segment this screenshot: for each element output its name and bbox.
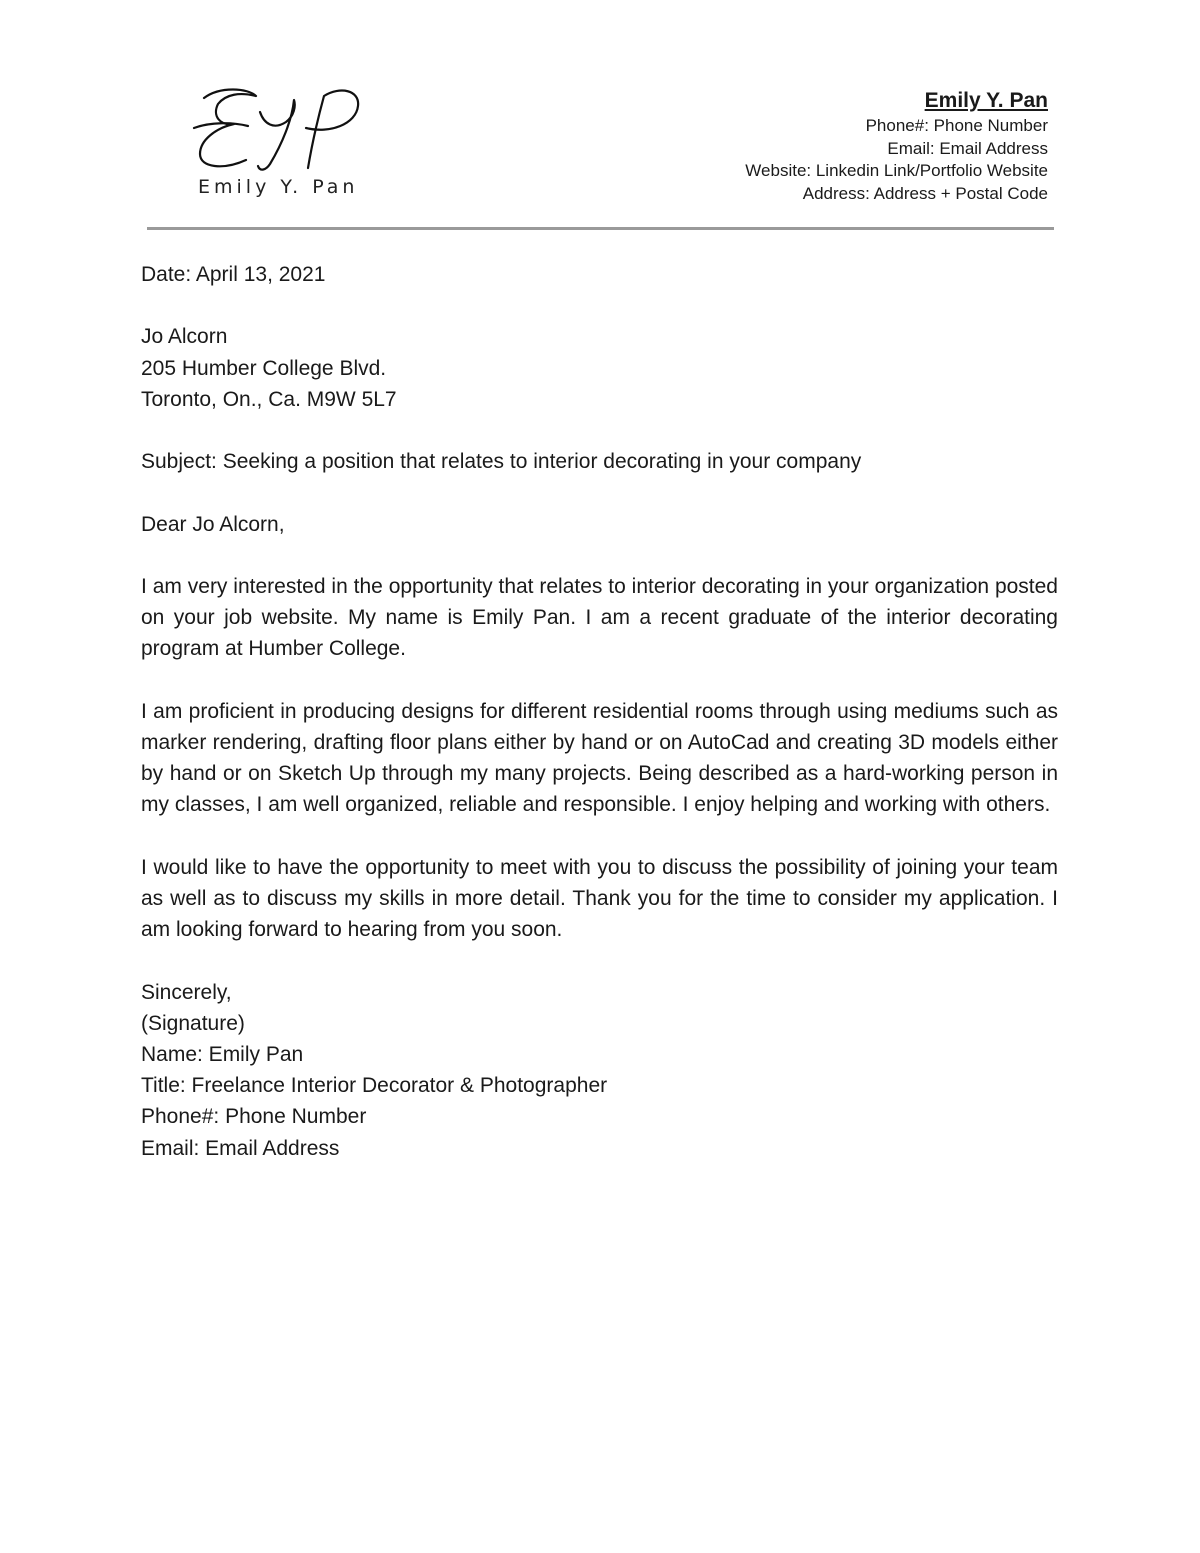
- header-address: Address: Address + Postal Code: [802, 183, 1048, 203]
- closing-title: Title: Freelance Interior Decorator & Photographer: [141, 1074, 608, 1098]
- letter-paragraph: I would like to have the opportunity to meet with you to discuss the possibility of joining your team as well as to discuss my skills in more detail. Thank you for the time to consider my application. I am looking forward to hearing from you soon.: [141, 855, 1058, 942]
- closing-email: Email: Email Address: [141, 1136, 340, 1160]
- letter-date: Date: April 13, 2021: [141, 263, 326, 286]
- letter-body: [141, 259, 1058, 1195]
- closing-valediction: Sincerely,: [141, 980, 232, 1004]
- eyp-monogram-logo: [190, 82, 370, 174]
- header-divider: [147, 227, 1054, 230]
- recipient-street: 205 Humber College Blvd.: [141, 356, 387, 380]
- logo-caption: Emily Y. Pan: [198, 176, 359, 198]
- closing-block: [141, 977, 1058, 1164]
- letter-salutation: Dear Jo Alcorn,: [141, 512, 285, 536]
- recipient-block: [141, 321, 1058, 415]
- header-name: Emily Y. Pan: [924, 89, 1048, 112]
- closing-signature: (Signature): [141, 1011, 245, 1035]
- recipient-city: Toronto, On., Ca. M9W 5L7: [141, 387, 397, 411]
- header-contact-block: [745, 88, 1048, 205]
- letter-subject: Subject: Seeking a position that relates to interior decorating in your company: [141, 450, 862, 474]
- header-phone: Phone#: Phone Number: [865, 116, 1048, 135]
- letter-paragraph: I am proficient in producing designs for different residential rooms through using mediums such as marker rendering, drafting floor plans either by hand or on AutoCad and creating 3D models either by hand or on Sketch Up through my many projects. Being described as a hard-working person in my classes, I am well organized, reliable and responsible. I enjoy helping and working with others.: [141, 699, 1058, 817]
- recipient-name: Jo Alcorn: [141, 325, 228, 349]
- header-email: Email: Email Address: [887, 138, 1048, 158]
- letter-paragraph: I am very interested in the opportunity that relates to interior decorating in your organization posted on your job website. My name is Emily Pan. I am a recent graduate of the interior decorating program at Humber College.: [141, 574, 1058, 661]
- closing-name: Name: Emily Pan: [141, 1042, 304, 1066]
- header-website: Website: Linkedin Link/Portfolio Website: [745, 161, 1048, 180]
- closing-phone: Phone#: Phone Number: [141, 1105, 367, 1129]
- logo: [190, 82, 370, 212]
